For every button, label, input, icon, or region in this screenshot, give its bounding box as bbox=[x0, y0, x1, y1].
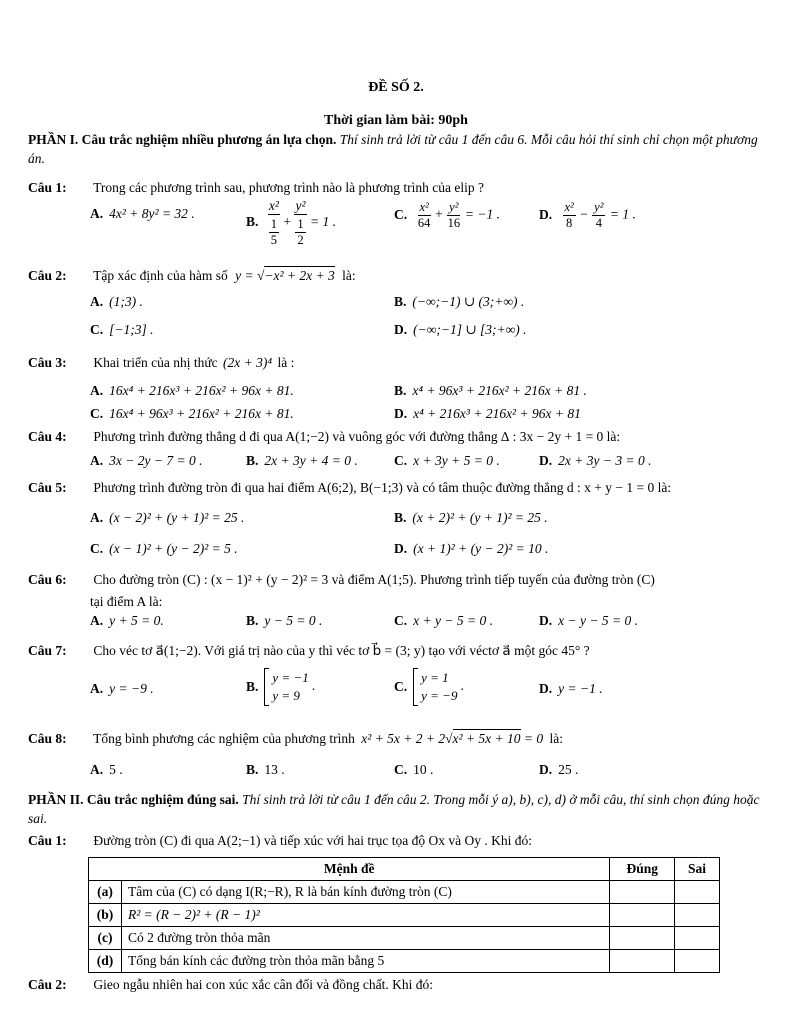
q6-option-d: D. x − y − 5 = 0 . bbox=[539, 613, 638, 628]
question-3: Câu 3: Khai triển của nhị thức (2x + 3)⁴ là : bbox=[28, 355, 295, 370]
q5-option-d: D. (x + 1)² + (y − 2)² = 10 . bbox=[394, 541, 549, 556]
q8-option-d: D. 25 . bbox=[539, 762, 579, 777]
answer-true-cell[interactable] bbox=[610, 881, 675, 904]
col-false: Sai bbox=[675, 858, 720, 881]
question-text: Trong các phương trình sau, phương trình nào là phương trình của elip ? bbox=[93, 180, 484, 195]
q4-option-d: D. 2x + 3y − 3 = 0 . bbox=[539, 453, 652, 468]
q1-option-c: C. $\frac{\text{x²}}{64}$ + $\frac{\text{y²}}{16}$ = −1 . bbox=[394, 200, 500, 230]
question-8: Câu 8: Tổng bình phương các nghiệm của phương trình x² + 5x + 2 + 2√x² + 5x + 10 = 0 là: bbox=[28, 731, 564, 746]
answer-true-cell[interactable] bbox=[610, 927, 675, 950]
q7-option-c: C. y = 1 y = −9 . bbox=[394, 668, 464, 706]
question-2: Câu 2: Tập xác định của hàm số y = √−x² + 2x + 3 là: bbox=[28, 268, 356, 283]
question-5: Câu 5: Phương trình đường tròn đi qua hai điểm A(6;2), B(−1;3) và có tâm thuộc đường thẳng d : x + y − 1 = 0 là: bbox=[28, 480, 672, 495]
q1-option-a: A. 4x² + 8y² = 32 . bbox=[90, 206, 195, 221]
answer-false-cell[interactable] bbox=[675, 927, 720, 950]
col-statement: Mệnh đề bbox=[89, 858, 610, 881]
question-label: Câu 1: bbox=[28, 180, 67, 195]
table-row: (b) R² = (R − 2)² + (R − 1)² bbox=[89, 904, 720, 927]
q6-option-b: B. y − 5 = 0 . bbox=[246, 613, 323, 628]
q6-option-a: A. y + 5 = 0. bbox=[90, 613, 164, 628]
q2-option-d: D. (−∞;−1] ∪ [3;+∞) . bbox=[394, 322, 527, 337]
question-6-cont: tại điểm A là: bbox=[90, 594, 163, 609]
answer-true-cell[interactable] bbox=[610, 950, 675, 973]
q1-option-d: D. $\frac{\text{x²}}{8}$ − $\frac{\text{y²}}{4}$ = 1 . bbox=[539, 200, 636, 230]
table-row: (c) Có 2 đường tròn thỏa mãn bbox=[89, 927, 720, 950]
part1-header bbox=[28, 130, 768, 168]
part2-instruction: Thí sinh trả lời từ câu 1 đến câu 2. Trong mỗi ý a), b), c), d) ở mỗi câu, thí sinh chọn đúng hoặc sai. bbox=[28, 792, 760, 826]
q6-option-c: C. x + y − 5 = 0 . bbox=[394, 613, 493, 628]
answer-false-cell[interactable] bbox=[675, 904, 720, 927]
answer-false-cell[interactable] bbox=[675, 881, 720, 904]
part1-instruction: Thí sinh trả lời từ câu 1 đến câu 6. Mỗi câu hỏi thí sinh chỉ chọn một phương án. bbox=[28, 132, 758, 166]
q5-option-b: B. (x + 2)² + (y + 1)² = 25 . bbox=[394, 510, 548, 525]
true-false-table bbox=[88, 857, 720, 973]
exam-title: ĐỀ SỐ 2. bbox=[368, 80, 424, 95]
q1-option-b: B. x² 1 5 + y² 1 2 = 1 . bbox=[246, 198, 337, 247]
q8-option-b: B. 13 . bbox=[246, 762, 285, 777]
q2-option-a: A. (1;3) . bbox=[90, 294, 143, 309]
q2-option-b: B. (−∞;−1) ∪ (3;+∞) . bbox=[394, 294, 525, 309]
q4-option-a: A. 3x − 2y − 7 = 0 . bbox=[90, 453, 203, 468]
question-6: Câu 6: Cho đường tròn (C) : (x − 1)² + (y − 2)² = 3 và điểm A(1;5). Phương trình tiếp tuyến của đường tròn (C) bbox=[28, 572, 655, 587]
q5-option-c: C. (x − 1)² + (y − 2)² = 5 . bbox=[90, 541, 238, 556]
q5-option-a: A. (x − 2)² + (y + 1)² = 25 . bbox=[90, 510, 245, 525]
question-7: Câu 7: Cho véc tơ a⃗(1;−2). Với giá trị nào của y thì véc tơ b⃗ = (3; y) tạo với véctơ a⃗ một góc 45° ? bbox=[28, 643, 590, 658]
question-1 bbox=[28, 180, 768, 196]
q3-option-a: A. 16x⁴ + 216x³ + 216x² + 96x + 81. bbox=[90, 383, 294, 398]
exam-time: Thời gian làm bài: 90ph bbox=[324, 113, 468, 128]
q2-option-c: C. [−1;3] . bbox=[90, 322, 154, 337]
q7-option-d: D. y = −1 . bbox=[539, 681, 603, 696]
q7-option-b: B. y = −1 y = 9 . bbox=[246, 668, 315, 706]
question-4: Câu 4: Phương trình đường thẳng d đi qua A(1;−2) và vuông góc với đường thẳng ∆ : 3x − 2y + 1 = 0 là: bbox=[28, 429, 621, 444]
part1-heading: PHẦN I. Câu trắc nghiệm nhiều phương án lựa chọn. bbox=[28, 132, 337, 147]
q8-option-a: A. 5 . bbox=[90, 762, 123, 777]
part2-heading: PHẦN II. Câu trắc nghiệm đúng sai. bbox=[28, 792, 239, 807]
q4-option-b: B. 2x + 3y + 4 = 0 . bbox=[246, 453, 358, 468]
part2-header bbox=[28, 790, 768, 828]
q3-option-c: C. 16x⁴ + 96x³ + 216x² + 216x + 81. bbox=[90, 406, 294, 421]
table-row: (d) Tổng bán kính các đường tròn thỏa mãn bằng 5 bbox=[89, 950, 720, 973]
q4-option-c: C. x + 3y + 5 = 0 . bbox=[394, 453, 500, 468]
answer-false-cell[interactable] bbox=[675, 950, 720, 973]
table-row: (a) Tâm của (C) có dạng I(R;−R), R là bán kính đường tròn (C) bbox=[89, 881, 720, 904]
q3-option-d: D. x⁴ + 216x³ + 216x² + 96x + 81 bbox=[394, 406, 581, 421]
q7-option-a: A. y = −9 . bbox=[90, 681, 154, 696]
answer-true-cell[interactable] bbox=[610, 904, 675, 927]
q3-option-b: B. x⁴ + 96x³ + 216x² + 216x + 81 . bbox=[394, 383, 587, 398]
col-true: Đúng bbox=[610, 858, 675, 881]
part2-question-2: Câu 2: Gieo ngẫu nhiên hai con xúc xắc cân đối và đồng chất. Khi đó: bbox=[28, 977, 434, 992]
q8-option-c: C. 10 . bbox=[394, 762, 434, 777]
part2-question-1: Câu 1: Đường tròn (C) đi qua A(2;−1) và tiếp xúc với hai trục tọa độ Ox và Oy . Khi đó: bbox=[28, 833, 533, 848]
